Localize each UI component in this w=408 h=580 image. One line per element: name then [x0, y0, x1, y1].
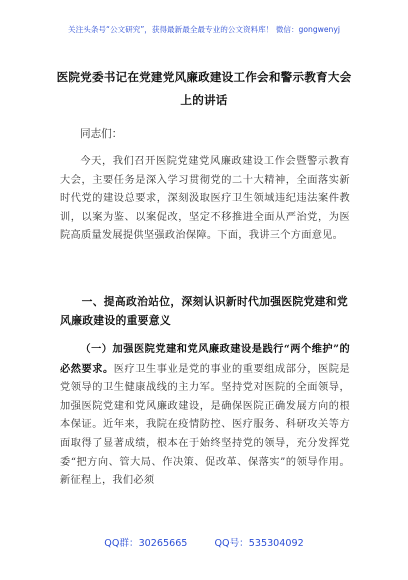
subsection-heading: （一）加强医院党建和党风廉政建设是践行“两个维护”的必然要求。: [60, 343, 350, 375]
document-title: 医院党委书记在党建党风廉政建设工作会和警示教育大会上的讲话: [56, 70, 352, 107]
section-heading: 一、提高政治站位，深刻认识新时代加强医院党建和党风廉政建设的重要意义: [60, 295, 348, 327]
footer-contact: [0, 535, 408, 549]
salutation: 同志们：: [80, 128, 123, 140]
footer-qq-number: QQ号：535304092: [214, 538, 304, 549]
body-paragraph: [60, 340, 350, 491]
top-banner: [0, 24, 408, 35]
body-paragraph-text: 医疗卫生事业是党的事业的重要组成部分，医院是党领导的卫生健康战线的主力军。坚持党对医院的全面领导，加强医院党建和党风廉政建设，是确保医院正确发展方向的根本保证。近年来，我院在疫情防控、医疗服务、科研攻关等方面取得了显著成绩，根本在于始终坚持党的领导，充分发挥党委“把方向、管大局、作决策、促改革、保落实”的领导作用。新征程上，我们必须: [60, 363, 350, 487]
footer-qq-group: QQ群：30265665: [104, 538, 188, 549]
opening-paragraph: 今天，我们召开医院党建党风廉政建设工作会暨警示教育大会，主要任务是深入学习贯彻党的二十大精神，全面落实新时代党的建设总要求，深刻汲取医疗卫生领域违纪违法案件教训，以案为鉴、以案促改，坚定不移推进全面从严治党，为医院高质量发展提供坚强政治保障。下面，我讲三个方面意见。: [60, 156, 350, 242]
banner-text: 关注头条号“公文研究”，获得最新最全最专业的公文资料库！ 微信：gongwenyj: [68, 25, 340, 34]
